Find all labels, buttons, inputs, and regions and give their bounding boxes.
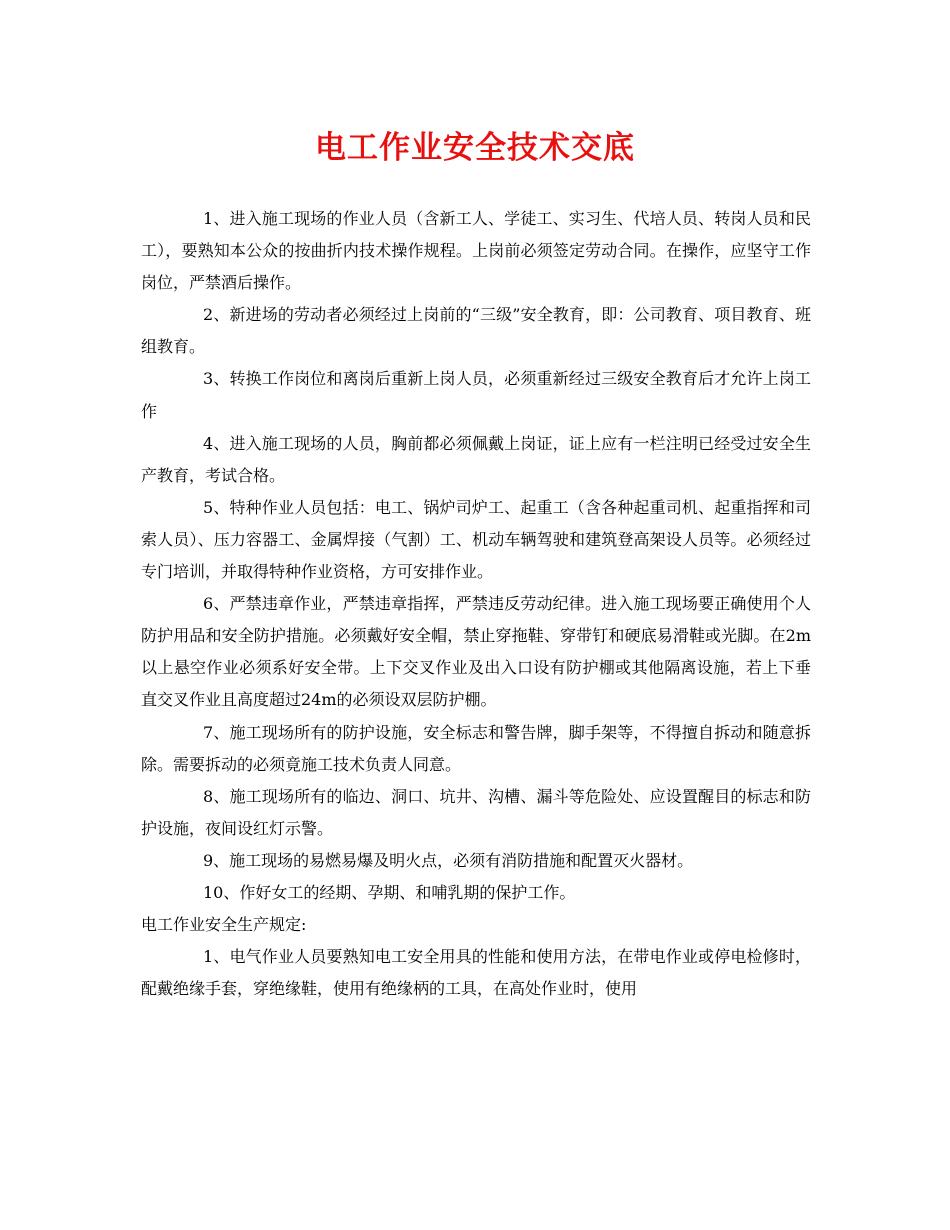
- section-paragraph-1: 1、电气作业人员要熟知电工安全用具的性能和使用方法，在带电作业或停电检修时，配戴绝缘手套，穿绝缘鞋，使用有绝缘柄的工具，在高处作业时，使用: [141, 947, 811, 999]
- paragraph-2: 2、新进场的劳动者必须经过上岗前的“三级”安全教育，即：公司教育、项目教育、班组教育。: [141, 305, 811, 357]
- document-title: 电工作业安全技术交底: [315, 130, 635, 166]
- paragraph-7: 7、施工现场所有的防护设施，安全标志和警告牌，脚手架等，不得擅自拆动和随意拆除。需要拆动的必须竟施工技术负责人同意。: [141, 722, 811, 774]
- paragraph-8: 8、施工现场所有的临边、洞口、坑井、沟槽、漏斗等危险处、应设置醒目的标志和防护设施，夜间设红灯示警。: [141, 786, 811, 838]
- paragraph-1: 1、进入施工现场的作业人员（含新工人、学徒工、实习生、代培人员、转岗人员和民工），要熟知本公众的按曲折内技术操作规程。上岗前必须签定劳动合同。在操作，应坚守工作岗位，严禁酒后操作。: [141, 209, 811, 293]
- paragraph-6: 6、严禁违章作业，严禁违章指挥，严禁违反劳动纪律。进入施工现场要正确使用个人防护用品和安全防护措施。必须戴好安全帽，禁止穿拖鞋、穿带钉和硬底易滑鞋或光脚。在2m以上悬空作业必须系好安全带。上下交叉作业及出入口设有防护棚或其他隔离设施，若上下垂直交叉作业且高度超过24m的必须设双层防护棚。: [141, 594, 811, 710]
- paragraph-3: 3、转换工作岗位和离岗后重新上岗人员，必须重新经过三级安全教育后才允许上岗工作: [141, 369, 811, 421]
- paragraph-9: 9、施工现场的易燃易爆及明火点，必须有消防措施和配置灭火器材。: [203, 850, 694, 870]
- paragraph-10: 10、作好女工的经期、孕期、和哺乳期的保护工作。: [203, 882, 576, 902]
- document-body: [141, 203, 811, 1005]
- section-heading: 电工作业安全生产规定:: [141, 915, 307, 935]
- paragraph-5: 5、特种作业人员包括：电工、锅炉司炉工、起重工（含各种起重司机、起重指挥和司索人员）、压力容器工、金属焊接（气割）工、机动车辆驾驶和建筑登高架设人员等。必须经过专门培训，并取得特种作业资格，方可安排作业。: [141, 497, 811, 582]
- paragraph-4: 4、进入施工现场的人员，胸前都必须佩戴上岗证，证上应有一栏注明已经受过安全生产教育，考试合格。: [141, 433, 811, 485]
